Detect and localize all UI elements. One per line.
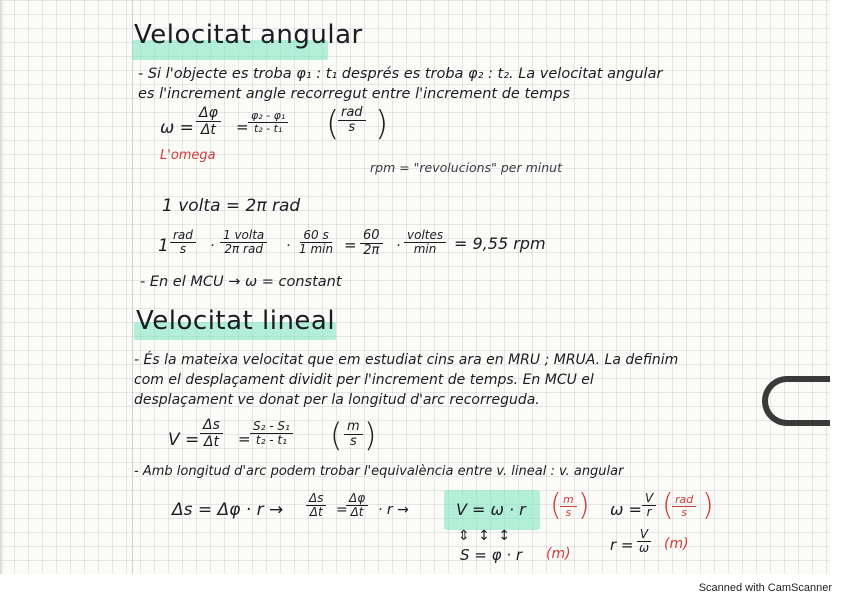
numerator: φ₂ - φ₁	[248, 110, 288, 123]
fraction	[346, 492, 368, 520]
denominator: t₂ - t₁	[253, 122, 283, 136]
paren-right: )	[364, 416, 377, 454]
numerator: Δs	[200, 418, 223, 434]
unit-fraction	[344, 420, 363, 450]
boxed-result: V = ω · r	[456, 500, 526, 519]
paren-left: (	[662, 488, 674, 523]
fraction	[250, 420, 293, 448]
fraction	[404, 229, 446, 257]
denominator: Δt	[203, 434, 219, 451]
text-line: desplaçament ve donat per la longitud d'arc recorreguda.	[134, 392, 540, 408]
conversion-lead: 1	[158, 236, 169, 256]
numerator: V	[642, 492, 656, 506]
derivation-arrow: · r →	[378, 502, 409, 518]
numerator: 60	[360, 229, 383, 244]
arc-equation: Δs = Δφ · r →	[172, 500, 284, 520]
denominator: Δt	[350, 505, 364, 520]
numerator: rad	[672, 494, 696, 507]
numerator: 1 volta	[220, 229, 267, 243]
omega-formula: ω =	[610, 500, 642, 519]
denominator: t₂ - t₁	[255, 433, 287, 448]
numerator: V	[637, 528, 651, 542]
correspondence-arrows: ⇕ ↕ ↕	[458, 528, 513, 544]
v-symbol: V =	[168, 430, 200, 450]
equals: =	[344, 236, 357, 254]
dot: ·	[396, 238, 401, 254]
equals: =	[238, 430, 251, 448]
dot: ·	[286, 238, 291, 254]
paren-right: )	[578, 488, 590, 523]
fraction	[360, 229, 383, 259]
unit-fraction	[560, 494, 577, 520]
paren-right: )	[702, 488, 714, 523]
denominator: ω	[639, 541, 650, 556]
fraction	[296, 229, 336, 257]
scanner-watermark: Scanned with CamScanner	[698, 582, 832, 594]
denominator: s	[349, 434, 357, 450]
numerator: m	[560, 494, 577, 507]
numerator: S₂ - S₁	[250, 420, 293, 434]
denominator: s	[565, 506, 572, 520]
text-line: - És la mateixa velocitat que em estudiat cins ara en MRU ; MRUA. La definim	[134, 352, 679, 368]
fraction	[220, 229, 267, 257]
radius-formula: r =	[610, 536, 634, 554]
fraction	[170, 229, 196, 257]
binder-ring	[748, 372, 830, 422]
paren-left: (	[330, 416, 343, 454]
fraction	[636, 528, 652, 556]
conversion-result: = 9,55 rpm	[454, 234, 546, 253]
numerator: Δφ	[196, 106, 221, 122]
paren-left: (	[550, 488, 562, 523]
denominator: Δt	[200, 122, 216, 139]
denominator: Δt	[309, 505, 323, 520]
paren-left: (	[326, 104, 340, 144]
fraction	[196, 106, 221, 138]
fraction	[642, 492, 656, 520]
denominator: 2π	[363, 243, 380, 259]
numerator: m	[344, 420, 363, 435]
denominator: min	[413, 242, 437, 257]
volta-equation: 1 volta = 2π rad	[162, 196, 301, 216]
denominator: 1 min	[299, 242, 334, 257]
numerator: rad	[338, 106, 366, 121]
denominator: s	[179, 242, 187, 257]
numerator: Δs	[306, 492, 326, 506]
text-line: - Amb longitud d'arc podem trobar l'equivalència entre v. lineal : v. angular	[134, 464, 624, 479]
section-title-linear: Velocitat lineal	[136, 306, 336, 336]
page-edge-shadow	[0, 0, 4, 574]
margin-line	[132, 0, 133, 574]
equals: =	[336, 502, 348, 518]
section-title-angular: Velocitat angular	[134, 20, 363, 50]
text-line: - Si l'objecte es troba φ₁ : t₁ després es troba φ₂ : t₂. La velocitat angular	[138, 66, 663, 82]
denominator: s	[681, 506, 687, 520]
denominator: s	[348, 120, 356, 136]
omega-note: L'omega	[160, 148, 216, 163]
fraction	[200, 418, 223, 450]
unit-fraction	[338, 106, 366, 136]
numerator: rad	[170, 229, 196, 243]
arc-length-formula: S = φ · r	[460, 546, 522, 564]
paren-right: )	[375, 104, 389, 144]
unit-fraction	[672, 494, 696, 520]
numerator: 60 s	[300, 229, 331, 243]
fraction	[248, 110, 288, 136]
equals: =	[236, 118, 249, 136]
text-line: es l'increment angle recorregut entre l'increment de temps	[138, 86, 570, 102]
denominator: 2π rad	[224, 242, 263, 257]
dot: ·	[210, 238, 215, 254]
text-line: com el desplaçament dividit per l'increment de temps. En MCU el	[134, 372, 594, 388]
arc-length-unit: (m)	[546, 546, 571, 562]
numerator: voltes	[404, 229, 446, 243]
radius-unit: (m)	[664, 536, 689, 552]
numerator: Δφ	[346, 492, 368, 506]
omega-symbol: ω =	[160, 118, 194, 138]
rpm-note: rpm = "revolucions" per minut	[370, 160, 562, 175]
mcu-note: - En el MCU → ω = constant	[140, 274, 342, 290]
fraction	[306, 492, 326, 520]
denominator: r	[646, 505, 652, 520]
